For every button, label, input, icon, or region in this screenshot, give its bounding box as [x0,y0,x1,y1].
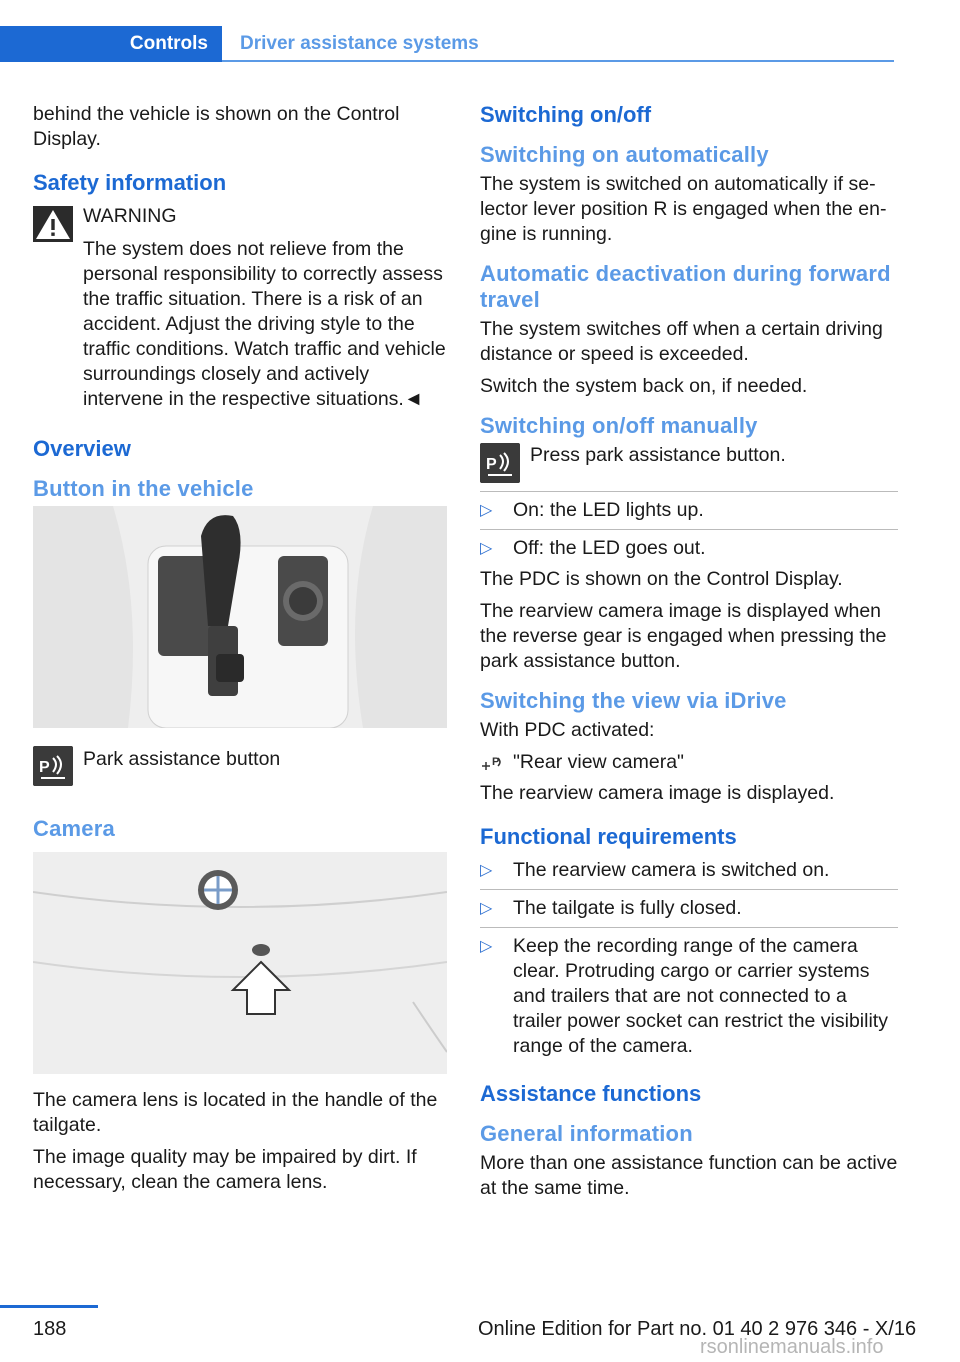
svg-text:P: P [39,759,50,776]
auto-on-text: The system is switched on automatically if selector lever position R is engaged when the engine is running. [480,173,887,245]
auto-off-heading: Automatic deactivation during forward travel [480,261,891,312]
manual-heading: Switching on/off manually [480,413,758,438]
bullet-triangle-icon: ▷ [480,502,493,519]
bullet-triangle-icon: ▷ [480,862,493,879]
tailgate-illustration [33,852,447,1074]
camera-location-text: The camera lens is located in the handle of the tailgate. [33,1089,438,1136]
list-item: ▷ Off: the LED goes out. [480,537,706,559]
button-heading: Button in the vehicle [33,476,254,501]
header-bar [0,26,894,62]
section-tab[interactable]: Driver assistance systems [240,33,479,54]
safety-heading: Safety information [33,170,227,195]
switching-heading: Switching on/off [480,102,652,127]
divider [480,889,898,890]
svg-text:P: P [492,756,500,768]
warning-block [33,204,447,412]
idrive-text-1: With PDC activated: [480,719,655,741]
idrive-menu-row [480,750,898,775]
camera-photo [33,852,447,1074]
list-item: ▷ The rearview camera is switched on. [480,859,830,881]
center-console-illustration [33,506,447,728]
divider [480,927,898,928]
svg-text:P: P [486,456,497,473]
idrive-heading: Switching the view via iDrive [480,688,787,713]
rear-camera-icon [480,752,508,774]
general-heading: General information [480,1121,693,1146]
pdc-display-text: The PDC is shown on the Control Display. [480,568,843,590]
footer-rule [0,1305,98,1308]
auto-off-text-1: The system switches off when a certain driving distance or speed is exceeded. [480,318,883,365]
manual-instruction [480,443,898,483]
general-text: More than one assistance function can be active at the same time. [480,1152,898,1199]
idrive-menu-item[interactable]: "Rear view camera" [513,751,684,773]
auto-on-heading: Switching on automatically [480,142,769,167]
warning-text: The system does not relieve from the personal responsibility to correctly assess the traffic situation. There is a risk of an accident. Adjust the driving style to the traffic conditions. Watch traffic and vehicle surroundings closely and actively intervene in the respective situations.◄ [83,238,446,410]
edition-text: Online Edition for Part no. 01 40 2 976 346 - X/16 [478,1318,917,1340]
warning-title: WARNING [83,205,177,227]
header-rule [222,60,894,62]
requirements-heading: Functional requirements [480,824,737,849]
camera-quality-text: The image quality may be impaired by dirt. If necessary, clean the camera lens. [33,1146,417,1193]
warning-triangle-icon [33,206,73,242]
idrive-text-2: The rearview camera image is displayed. [480,782,835,804]
overview-heading: Overview [33,436,131,461]
auto-off-text-2: Switch the system back on, if needed. [480,375,808,397]
watermark: rsonlinemanuals.info [700,1336,884,1358]
park-assist-caption [33,746,447,786]
intro-text: behind the vehicle is shown on the Control Display. [33,103,400,150]
bullet-triangle-icon: ▷ [480,938,493,955]
page-number: 188 [33,1318,67,1340]
bullet-triangle-icon: ▷ [480,900,493,917]
right-column [480,102,898,1208]
camera-heading: Camera [33,816,115,841]
left-column [33,102,447,1202]
divider [480,529,898,530]
bullet-triangle-icon: ▷ [480,540,493,557]
divider [480,491,898,492]
chapter-tab[interactable]: Controls [0,26,222,62]
park-assistance-icon [33,746,73,786]
assist-heading: Assistance functions [480,1081,702,1106]
list-item: ▷ The tailgate is fully closed. [480,897,742,919]
park-assist-caption-text: Park assistance button [83,748,281,770]
list-item: ▷ Keep the recording range of the camera clear. Protruding cargo or carrier systems and trailers that are not connected to a trailer power socket can restrict the visibility range of the camera. [480,935,888,1057]
park-assistance-icon [480,443,520,483]
shifter-photo [33,506,447,728]
manual-instruction-text: Press park assistance button. [530,444,786,466]
list-item: ▷ On: the LED lights up. [480,499,704,521]
rearview-text: The rearview camera image is displayed when the reverse gear is engaged when pressing the park assistance button. [480,600,887,672]
